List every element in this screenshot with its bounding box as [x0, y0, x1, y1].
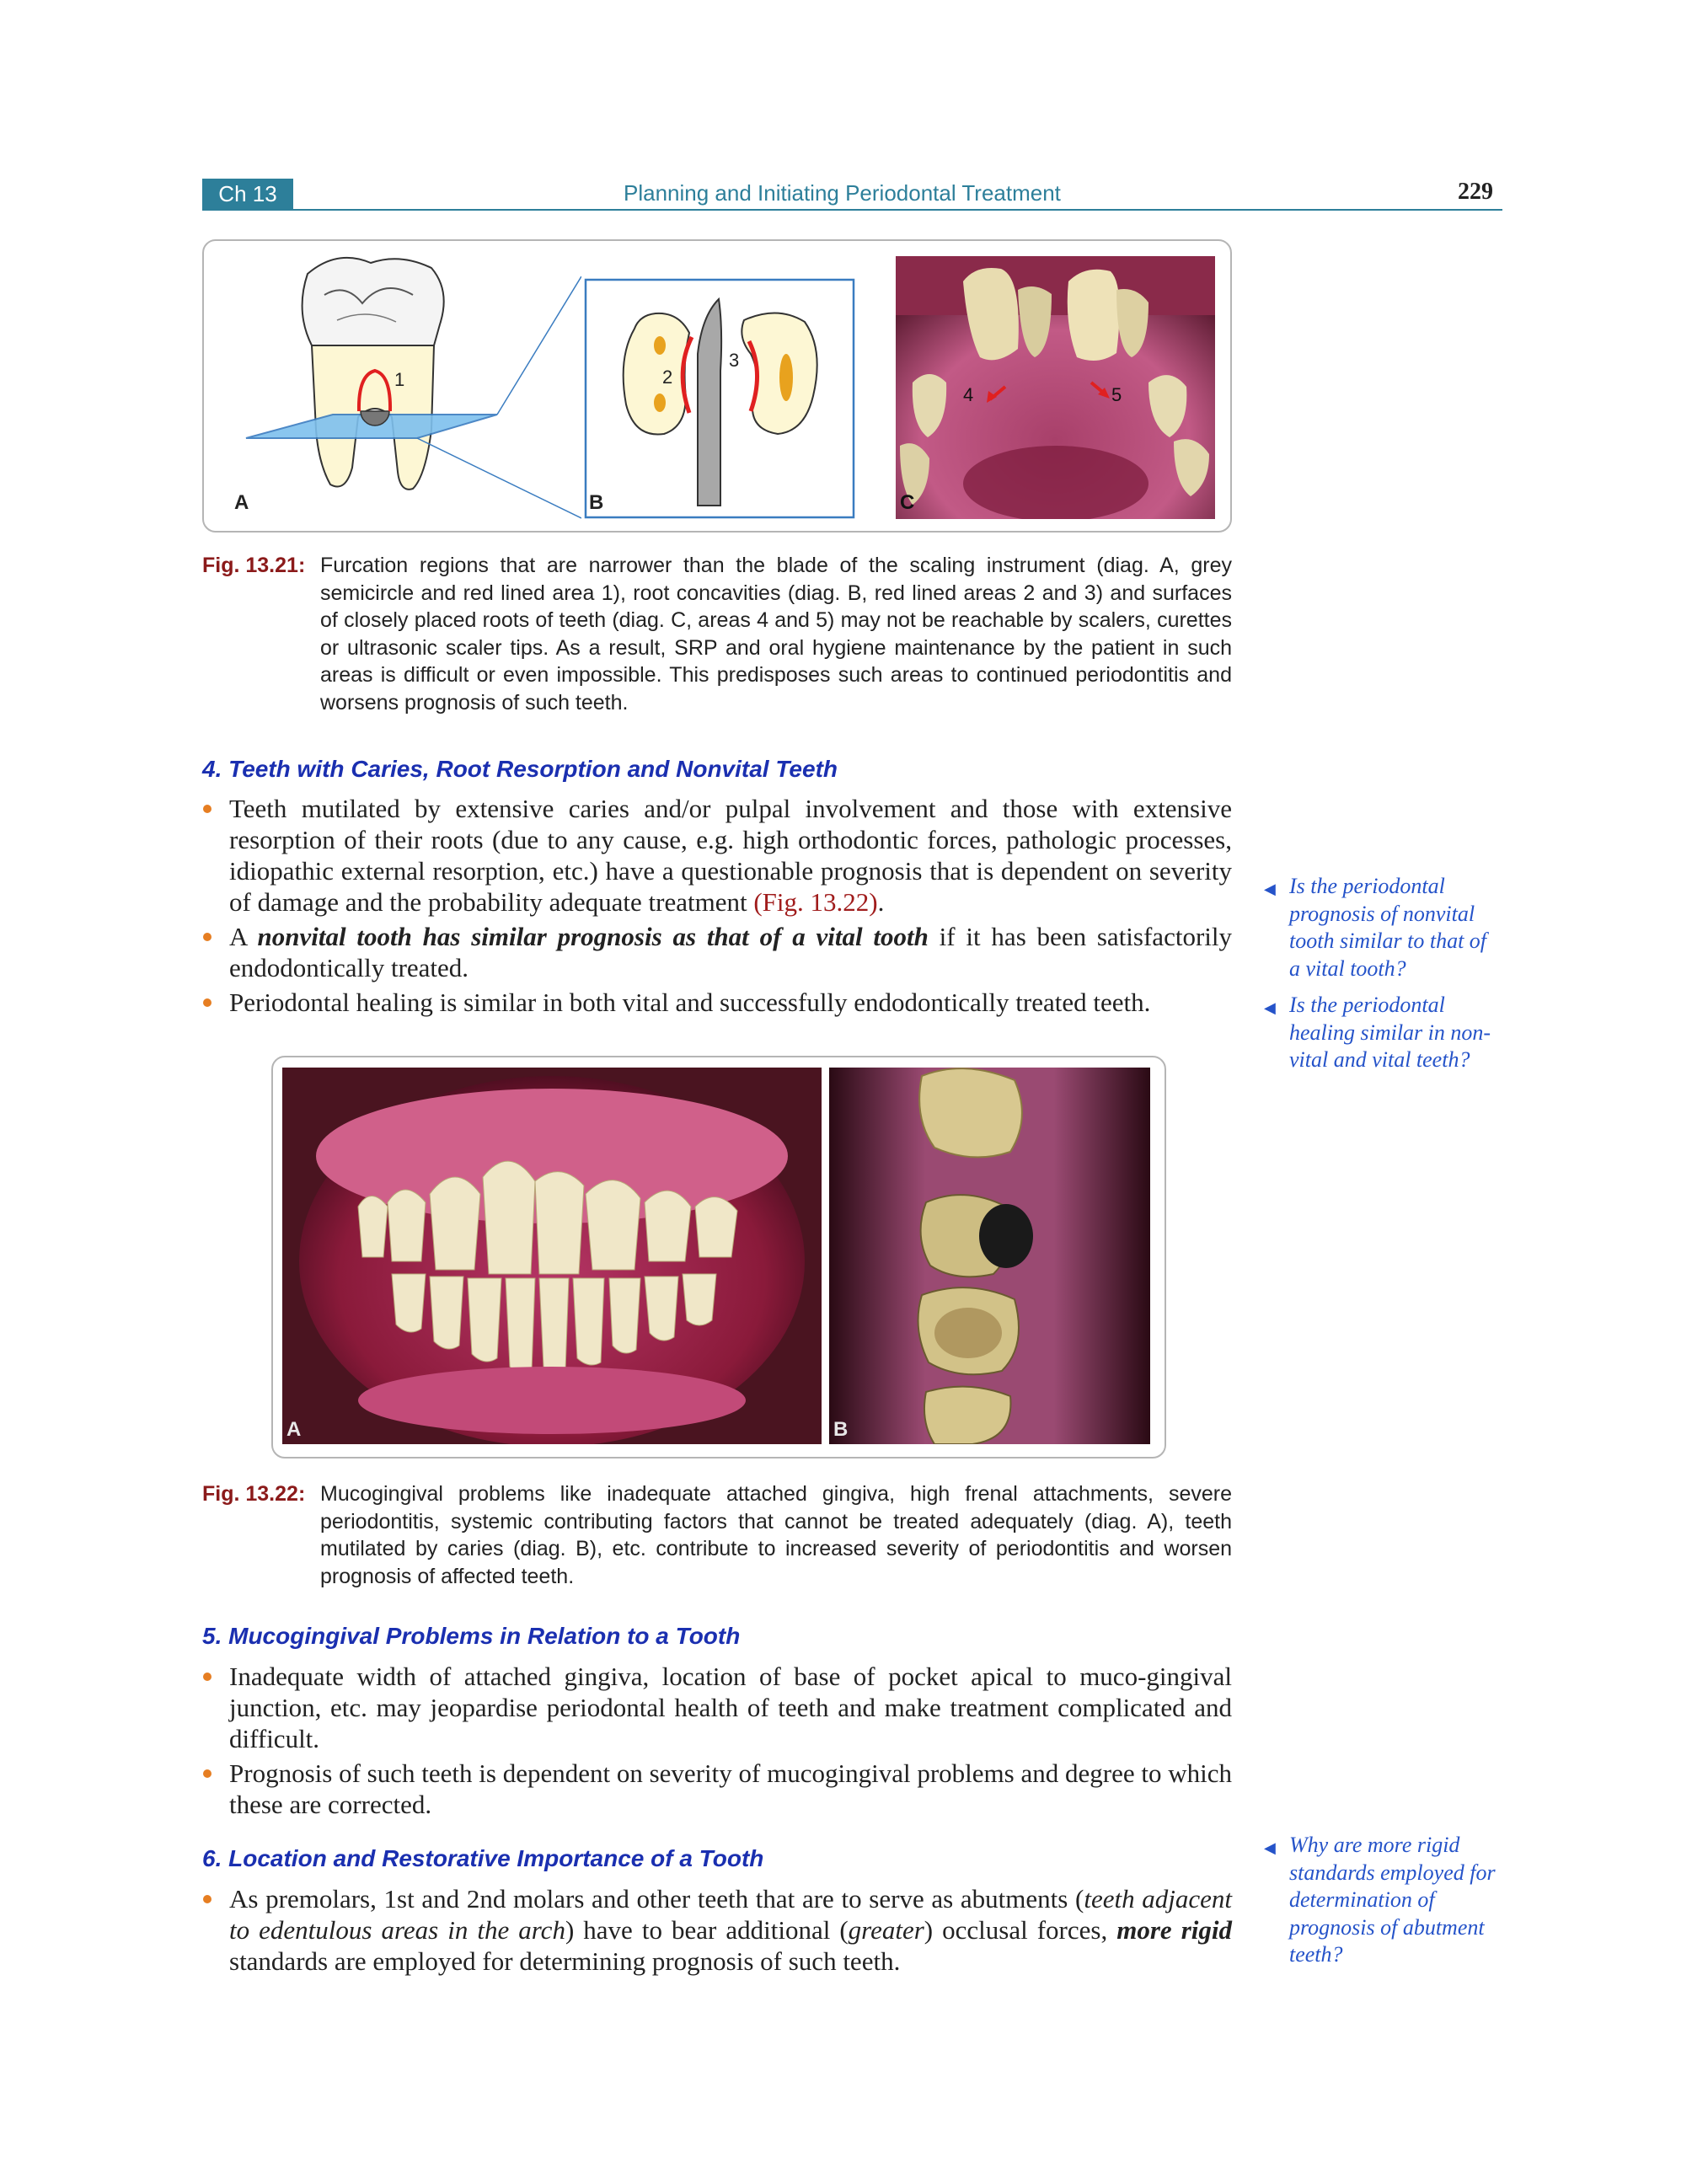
section-4-heading: 4. Teeth with Caries, Root Resorption and Nonvital Teeth — [202, 756, 838, 782]
triangle-left-icon: ◀ — [1264, 880, 1276, 897]
area-5-number: 5 — [1111, 384, 1122, 405]
header-rule — [202, 209, 1502, 211]
figure-13-22-photo-a — [282, 1068, 822, 1444]
section-4-bullet-1: Teeth mutilated by extensive caries and/or pulpal involvement and those with extensive resorption of their roots (due to any cause, e.g. high orthodontic forces, pathologic processes, idiopathic external resorption, etc.) have a questionable prognosis that is dependent on severity of damage and the probability adequate treatment (Fig. 13.22). — [200, 793, 1232, 918]
section-5-bullets — [200, 1661, 1232, 1823]
figure-13-21-photo-c — [896, 256, 1215, 519]
section-5-heading: 5. Mucogingival Problems in Relation to a Tooth — [202, 1623, 741, 1649]
figure-13-21-panel-label-b: B — [589, 491, 604, 514]
figure-13-21-caption — [202, 552, 1232, 720]
figure-13-21-diagram-a — [211, 244, 581, 522]
figure-13-22-photo-b — [829, 1068, 1150, 1444]
side-question-3: ◀ Why are more rigid standards employed for determination of prognosis of abutment teeth? — [1264, 1833, 1496, 1967]
section-6-bullet-1: As premolars, 1st and 2nd molars and other teeth that are to serve as abutments (teeth adjacent to edentulous areas in the arch) have to bear additional (greater) occlusal forces, more rigid standards are employed for determining prognosis of such teeth. — [200, 1883, 1232, 1977]
figure-13-21-panel-label-c: C — [900, 491, 915, 514]
section-5-bullet-1: Inadequate width of attached gingiva, location of base of pocket apical to muco-gingival junction, etc. may jeopardise periodontal health of teeth and make treatment complicated and difficult. — [200, 1661, 1232, 1754]
figure-13-21-caption-text: Furcation regions that are narrower than the blade of the scaling instrument (diag. A, grey semicircle and red lined area 1), root concavities (diag. B, red lined areas 2 and 3) and surfaces of closely placed roots of teeth (diag. C, areas 4 and 5) may not be reachable by scalers, curettes or ultrasonic scaler tips. As a result, SRP and oral hygiene maintenance by the patient in such areas is difficult or even impossible. This predisposes such areas to continued periodontitis and worsens prognosis of such teeth. — [320, 554, 1232, 715]
figure-13-22-caption-label: Fig. 13.22: — [202, 1482, 306, 1506]
figure-13-21-panel-label-a: A — [234, 491, 249, 514]
section-6-bullets — [200, 1883, 1232, 1980]
area-2-number: 2 — [662, 367, 673, 388]
area-3-number: 3 — [729, 350, 740, 371]
figure-13-22-reference[interactable]: (Fig. 13.22) — [753, 887, 878, 917]
figure-13-22-panel-label-a: A — [286, 1418, 302, 1441]
area-4-number: 4 — [963, 384, 974, 405]
page-number: 229 — [1458, 179, 1493, 205]
running-header-title: Planning and Initiating Periodontal Treatment — [624, 180, 1061, 206]
section-5-bullet-2: Prognosis of such teeth is dependent on severity of mucogingival problems and degree to which these are corrected. — [200, 1758, 1232, 1820]
section-4-bullets — [200, 793, 1232, 1021]
figure-13-21-caption-label: Fig. 13.21: — [202, 554, 306, 577]
figure-13-22-panel-label-b: B — [833, 1418, 849, 1441]
section-4-bullet-3: Periodontal healing is similar in both vital and successfully endodontically treated teeth. — [200, 987, 1232, 1018]
area-1-number: 1 — [394, 369, 405, 390]
section-6-heading: 6. Location and Restorative Importance of a Tooth — [202, 1845, 764, 1871]
side-question-2: ◀ Is the periodontal healing similar in non-vital and vital teeth? — [1264, 993, 1491, 1072]
figure-13-21-diagram-b — [584, 278, 855, 519]
triangle-left-icon: ◀ — [1264, 999, 1276, 1016]
figure-13-22-caption-text: Mucogingival problems like inadequate attached gingiva, high frenal attachments, severe periodontitis, systemic contributing factors that cannot be treated adequately (diag. A), teeth mutilated by caries (diag. B), etc. contribute to increased severity of periodontitis and worsen prognosis of affected teeth. — [320, 1482, 1232, 1588]
triangle-left-icon: ◀ — [1264, 1839, 1276, 1856]
section-4-bullet-2: A nonvital tooth has similar prognosis as that of a vital tooth if it has been satisfactorily endodontically treated. — [200, 921, 1232, 983]
chapter-tag: Ch 13 — [202, 179, 293, 209]
side-question-1: ◀ Is the periodontal prognosis of nonvital tooth similar to that of a vital tooth? — [1264, 874, 1487, 981]
figure-13-22-caption — [202, 1480, 1232, 1594]
